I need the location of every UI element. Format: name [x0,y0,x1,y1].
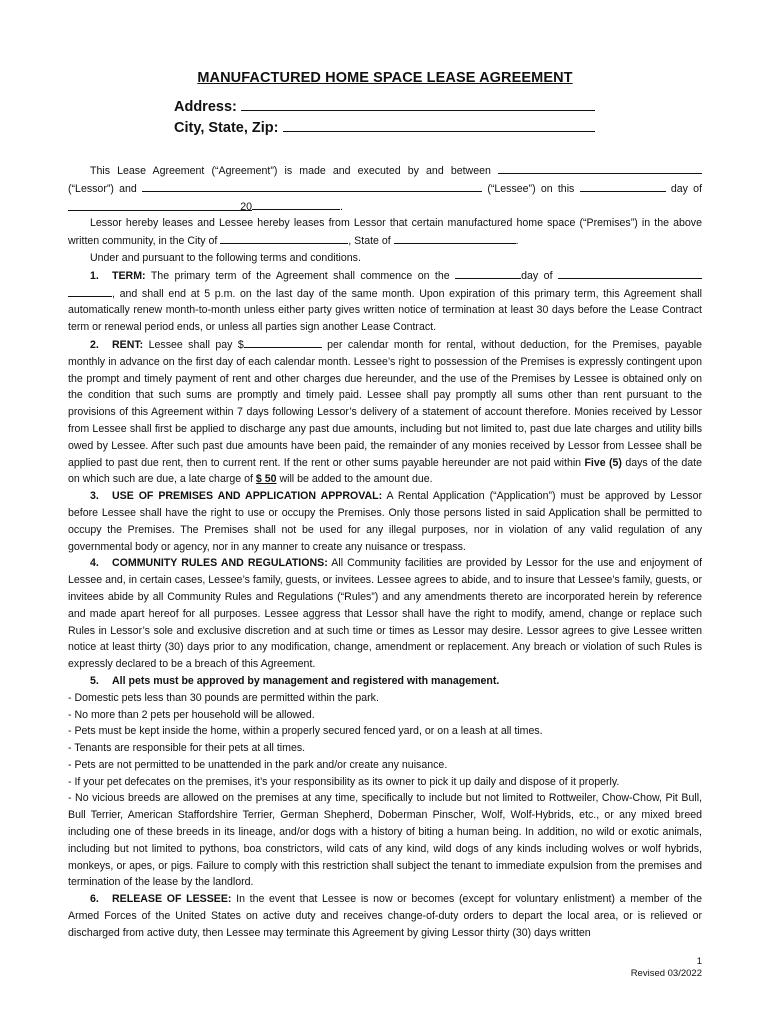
section-rules-heading: COMMUNITY RULES AND REGULATIONS: [112,557,328,570]
section-rent: 2. RENT: Lessee shall pay $ per calendar month for rental, without deduction, for the Premises, payable monthly in advance on the first day of each calendar month. Lessee’s right to possession of the Premises is expressly contingent upon the prompt and timely payment of rent and other charges due hereunder, and the use of the Premises by Lessee is obtained only on the condition that such sums are promptly and timely paid. Lessee shall pay promptly all sums other than rent pursuant to the provisions of this Agreement within 7 days following Lessor’s delivery of a statement of account therefore. Monies received by Lessor from Lessee shall first be applied to discharge any past due amounts, including but not limited to, past due late charges and utility bills owed by Lessee. After such past due amounts have been paid, the remainder of any monies received by Lessor from Lessee shall be applied to past due rent, then to current rent. If the rent or other sums payable hereunder are not paid within Five (5) days of the date on which such are due, a late charge of $ 50 will be added to the amount due. [68,336,702,488]
pet-rule: - No vicious breeds are allowed on the premises at any time, specifically to include but not limited to Rottweiler, Chow-Chow, Pit Bull, Bull Terrier, American Staffordshire Terrier, German Shepherd, Doberman Pinscher, Wolf, Wolf-Hybrids, etc., or any mixed breed including one of these breeds in its lineage, and/or dogs with a history of biting a human being. In addition, no wild or exotic animals, including but not limited to pythons, boa constrictors, wild cats of any kind, wild dogs of any kinds including wolves or wolf hybrids, monkeys, or apes, or pigs. Failure to comply with this restriction shall subject the tenant to immediate expulsion from the premises and termination of the lease by the landlord. [68,792,702,889]
city-state-zip-field[interactable] [283,117,595,132]
intro-paragraph: This Lease Agreement (“Agreement”) is made and executed by and between (“Lessor”) and (“Lessee”) on this day of 20 . [68,162,702,215]
year-field[interactable] [252,198,340,210]
revision-date: Revised 03/2022 [630,968,702,979]
term-start-year-field[interactable] [68,285,112,297]
section-pets-heading: All pets must be approved by management and registered with management. [112,674,500,687]
term-start-day-field[interactable] [455,267,521,279]
section-rent-heading: RENT: [112,338,144,351]
city-state-zip-line [174,117,595,136]
state-field[interactable] [394,232,516,244]
section-pets: 5. All pets must be approved by management and registered with management. [90,674,500,687]
section-term-heading: TERM: [112,269,146,282]
section-community-rules: 4. COMMUNITY RULES AND REGULATIONS: All Community facilities are provided by Lessor for the use and enjoyment of Lessee and, in certain cases, Lessee’s family, guests, or invitees. Lessee agrees to abide, and to insure that Lessee’s family, guests, or invitees abide by all Community Rules and Regulations (“Rules”) and any amendments thereto are incorporated herein by reference and made apart hereof for all purposes. Lessee aggress that Lessor shall have the right to modify, amend, change or replace such Rules in Lessor’s sole and exclusive discretion and at such time or times as Lessor may desire. Lessor agrees to give Lessee written notice at least thirty (30) days prior to any modification, change, amendment or replacement. Any breach or violation of such Rules is expressly declared to be a breach of this Agreement. [68,557,703,671]
rent-amount-field[interactable] [244,336,322,348]
pet-rule: - Pets must be kept inside the home, within a properly secured fenced yard, or on a leash at all times. [68,725,543,738]
address-field[interactable] [241,96,595,111]
terms-intro: Under and pursuant to the following terms and conditions. [90,251,361,264]
page-number: 1 [696,956,702,967]
pet-rule: - Domestic pets less than 30 pounds are permitted within the park. [68,691,379,704]
late-fee: $ 50 [255,473,277,486]
pet-rule: - Pets are not permitted to be unattended in the park and/or create any nuisance. [68,758,448,771]
section-use-heading: USE OF PREMISES AND APPLICATION APPROVAL: [112,490,383,503]
late-days: Five (5) [584,456,622,469]
address-line [174,96,595,115]
day-field[interactable] [580,180,666,192]
agreement-body [68,162,702,942]
section-release: 6. RELEASE OF LESSEE: In the event that Lessee is now or becomes (except for voluntary enlistment) a member of the Armed Forces of the United States on active duty and receives change-of-duty orders to depart the local area, or is relieved or discharged from active duty, then Lessee may terminate this Agreement by giving Lessor thirty (30) days written [68,893,702,939]
section-use-of-premises: 3. USE OF PREMISES AND APPLICATION APPROVAL: A Rental Application (“Application”) must be approved by Lessor before Lessee shall have the right to use or occupy the Premises. Only those persons listed in said Application shall be permitted to occupy the Premises. The Premises shall not be used for any illegal purposes, nor in violation of any valid regulation of any governmental body or agency, nor in any manner to create any nuisance or trespass. [68,490,702,553]
section-release-heading: RELEASE OF LESSEE: [112,893,232,906]
pet-rule: - Tenants are responsible for their pets at all times. [68,742,306,755]
premises-paragraph: Lessor hereby leases and Lessee hereby leases from Lessor that certain manufactured home space (“Premises”) in the above written community, in the City of , State of . [68,217,702,248]
pet-rule: - If your pet defecates on the premises, it’s your responsibility as its owner to pick it up daily and dispose of it properly. [68,775,620,788]
term-start-month-field[interactable] [558,267,702,279]
address-label: Address: [174,99,237,115]
section-term: 1. TERM: The primary term of the Agreement shall commence on the day of , and shall end at 5 p.m. on the last day of the same month. Upon expiration of this primary term, this Agreement shall automatically renew month-to-month unless either party gives written notice of termination at least 30 days before the Lease Contract term or renewal period ends, or unless all parties sign another Lease Contract. [68,267,702,336]
month-field[interactable]: 20 [68,199,252,211]
document-title: MANUFACTURED HOME SPACE LEASE AGREEMENT [197,70,573,86]
pet-rule: - No more than 2 pets per household will be allowed. [68,708,315,721]
city-field[interactable] [220,232,348,244]
lessee-name-field[interactable] [142,180,482,192]
lessor-name-field[interactable] [498,162,702,174]
city-state-zip-label: City, State, Zip: [174,120,279,136]
